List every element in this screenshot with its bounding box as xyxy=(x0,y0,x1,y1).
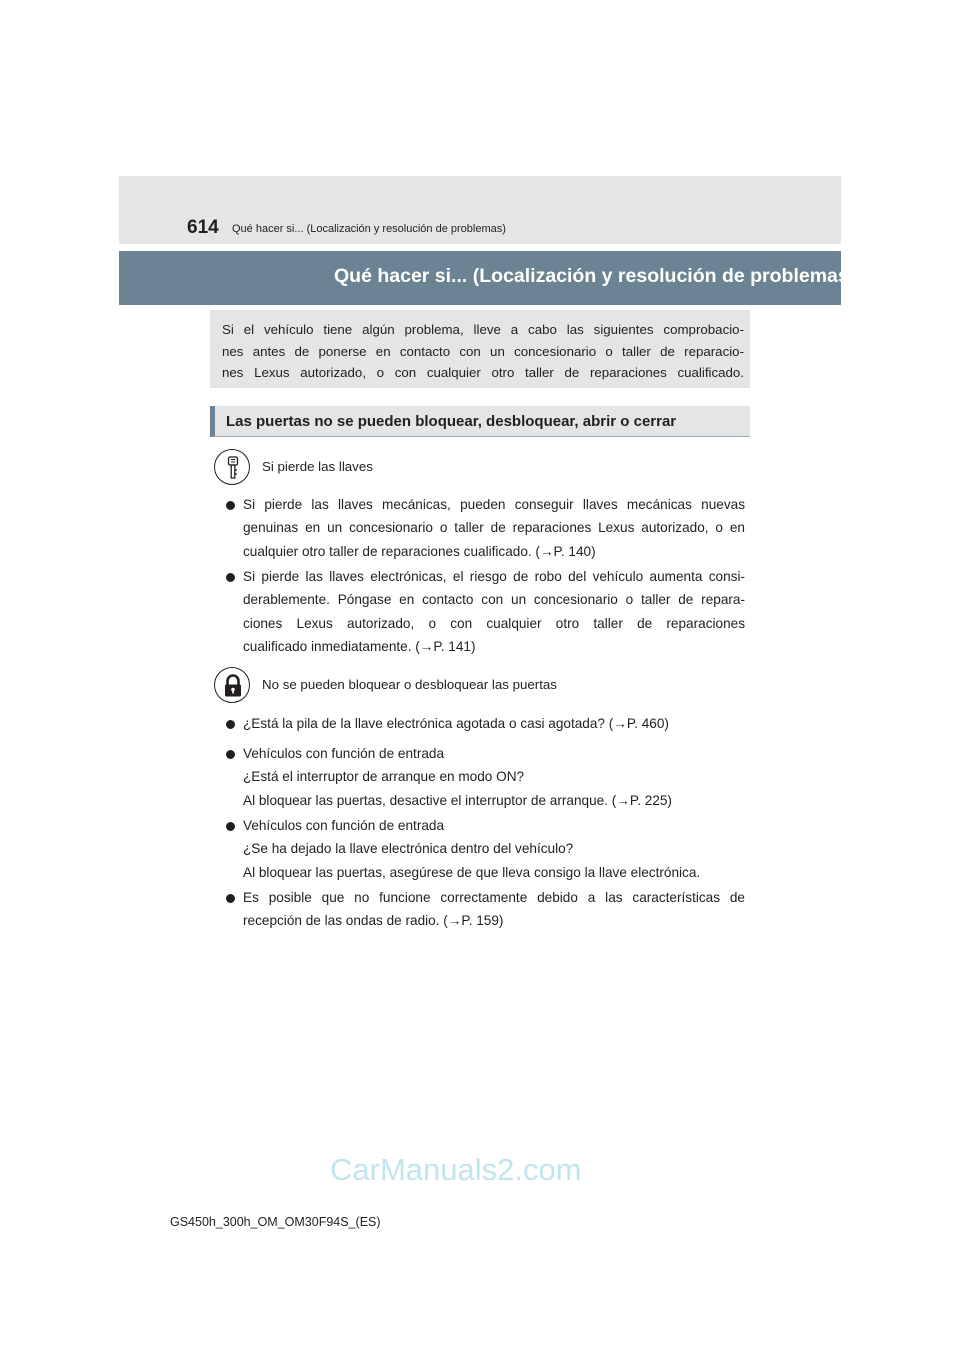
group-title-doors-lock: No se pueden bloquear o desbloquear las puertas xyxy=(262,677,557,692)
list-item xyxy=(243,814,745,884)
group-title-lost-keys: Si pierde las llaves xyxy=(262,459,373,474)
paragraph-line: ¿Se ha dejado la llave electrónica dentro del vehículo? xyxy=(243,841,574,857)
paragraph-line: Si pierde las llaves electrónicas, el riesgo de robo del vehículo aumenta consi- xyxy=(243,569,745,584)
title-bar xyxy=(119,251,856,305)
paragraph-line: Vehículos con función de entrada xyxy=(243,746,445,761)
running-head: Qué hacer si... (Localización y resolución de problemas) xyxy=(232,223,506,235)
list-item xyxy=(243,565,745,658)
list-item xyxy=(243,886,745,933)
bullet-icon xyxy=(226,894,235,903)
paragraph-line: derablemente. Póngase en contacto con un concesionario o taller de repara- xyxy=(243,592,745,608)
paragraph-line: Es posible que no funcione correctamente debido a las características de xyxy=(243,890,745,905)
intro-line: Si el vehículo tiene algún problema, lleve a cabo las siguientes comprobacio- xyxy=(222,322,744,337)
intro-box xyxy=(210,310,750,388)
paragraph-line: ¿Está la pila de la llave electrónica agotada o casi agotada? (→P. 460) xyxy=(243,716,669,731)
section-heading xyxy=(210,406,750,437)
intro-line: nes Lexus autorizado, o con cualquier otro taller de reparaciones cualificado. xyxy=(222,365,744,380)
key-icon xyxy=(214,449,250,485)
paragraph-line: cualquier otro taller de reparaciones cualificado. (→P. 140) xyxy=(243,543,596,559)
bullet-icon xyxy=(226,822,235,831)
paragraph-line: Al bloquear las puertas, desactive el interruptor de arranque. (→P. 225) xyxy=(243,792,672,808)
intro-text xyxy=(222,319,744,384)
padlock-icon xyxy=(214,667,250,703)
paragraph-line: recepción de las ondas de radio. (→P. 159) xyxy=(243,913,504,929)
paragraph-line: Si pierde las llaves mecánicas, pueden conseguir llaves mecánicas nuevas xyxy=(243,497,745,512)
footer-code: GS450h_300h_OM_OM30F94S_(ES) xyxy=(170,1215,381,1229)
paragraph-line: ¿Está el interruptor de arranque en modo ON? xyxy=(243,769,525,785)
list-item xyxy=(243,742,745,812)
list-item xyxy=(243,493,745,563)
bullet-icon xyxy=(226,573,235,582)
watermark: CarManuals2.com xyxy=(330,1152,582,1187)
paragraph-line: Vehículos con función de entrada xyxy=(243,818,445,833)
page-title: Qué hacer si... (Localización y resolución de problemas) xyxy=(334,265,856,287)
paragraph-line: genuinas en un concesionario o taller de reparaciones Lexus autorizado, o en xyxy=(243,520,745,536)
paragraph-line: ciones Lexus autorizado, o con cualquier otro taller de reparaciones xyxy=(243,615,745,631)
list-item xyxy=(243,712,745,735)
page-number: 614 xyxy=(187,217,219,238)
paragraph-line: cualificado inmediatamente. (→P. 141) xyxy=(243,638,476,654)
bullet-icon xyxy=(226,501,235,510)
section-heading-text: Las puertas no se pueden bloquear, desbloquear, abrir o cerrar xyxy=(226,413,677,430)
bullet-icon xyxy=(226,720,235,729)
paragraph-line: Al bloquear las puertas, asegúrese de que lleva consigo la llave electrónica. xyxy=(243,864,701,880)
intro-line: nes antes de ponerse en contacto con un concesionario o taller de reparacio- xyxy=(222,343,744,359)
bullet-icon xyxy=(226,750,235,759)
